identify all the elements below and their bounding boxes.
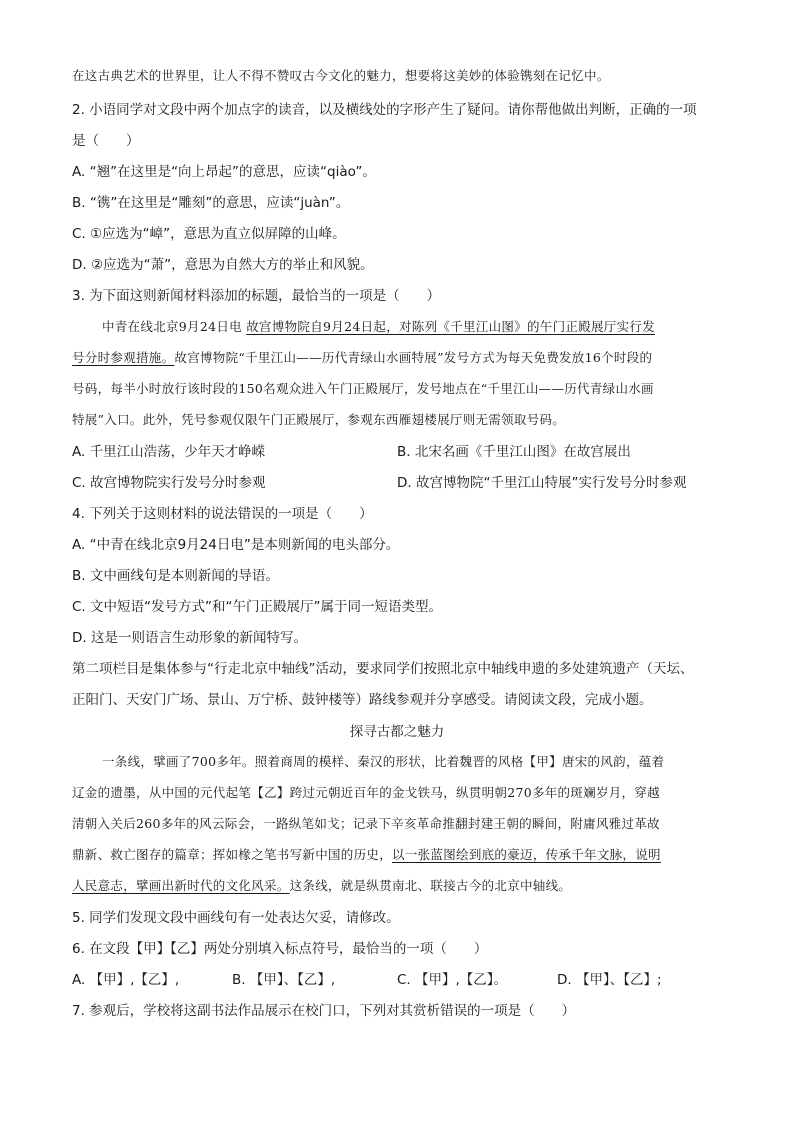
question-3-option-c: C. 故宫博物院实行发号分时参观 (72, 475, 266, 491)
news-line-1 (102, 317, 732, 337)
question-4-option-b: B. 文中画线句是本则新闻的导语。 (72, 568, 279, 584)
passage-line-5 (72, 876, 732, 896)
passage-line-4 (72, 845, 732, 865)
question-7-stem: 7. 参观后，学校将这副书法作品展示在校门口，下列对其赏析错误的一项是（ ） (72, 1003, 576, 1019)
passage-line-1: 一条线，擘画了700多年。照着商周的模样、秦汉的形状，比着魏晋的风格【甲】唐宋的风韵，蕴着 (102, 754, 665, 769)
section-2-intro: 第二项栏目是集体参与“行走北京中轴线”活动，要求同学们按照北京中轴线申遗的多处建筑遗产（天坛、 (72, 661, 694, 677)
question-6-option-b: B. 【甲】、【乙】, (232, 972, 336, 988)
question-3-option-b: B. 北宋名画《千里江山图》在故宫展出 (397, 444, 631, 460)
question-3-stem: 3. 为下面这则新闻材料添加的标题，最恰当的一项是（ ） (72, 288, 441, 304)
question-4-option-a: A. “中青在线北京9月24日电”是本则新闻的电头部分。 (72, 537, 400, 553)
question-6-stem: 6. 在文段【甲】【乙】两处分别填入标点符号，最恰当的一项（ ） (72, 941, 488, 957)
news-line-3: 号码，每半小时放行该时段的150名观众进入午门正殿展厅，发号地点在“千里江山——历代青绿山水画 (72, 381, 654, 396)
passage-line-2: 辽金的遗墨，从中国的元代起笔【乙】跨过元朝近百年的金戈铁马，纵贯明朝270多年的斑斓岁月，穿越 (72, 785, 660, 800)
question-5-stem: 5. 同学们发现文段中画线句有一处表达欠妥，请修改。 (72, 910, 400, 926)
news-underlined-lead: 故宫博物院自9月24日起，对陈列《千里江山图》的午门正殿展厅实行发 (246, 319, 655, 334)
news-underlined-lead-end: 号分时参观措施。 (72, 350, 175, 365)
question-2-stem: 2. 小语同学对文段中两个加点字的读音，以及横线处的字形产生了疑问。请你帮他做出判断，正确的一项 (72, 102, 697, 118)
question-6-option-c: C. 【甲】,【乙】。 (397, 972, 508, 988)
passage-text-end: 这条线，就是纵贯南北、联接古今的北京中轴线。 (289, 878, 572, 893)
passage-text: 鼎新、救亡图存的篇章；挥如椽之笔书写新中国的历史， (72, 847, 393, 862)
question-6-option-d: D. 【甲】、【乙】; (557, 972, 662, 988)
question-3-option-d: D. 故宫博物院“千里江山特展”实行发号分时参观 (397, 475, 687, 491)
news-body: 故宫博物院“千里江山——历代青绿山水画特展”发号方式为每天免费发放16个时段的 (174, 350, 653, 365)
question-2-option-d: D. ②应选为“萧”，意思为自然大方的举止和风貌。 (72, 257, 374, 273)
passage-line-3: 清朝入关后260多年的风云际会，一路纵笔如戈；记录下辛亥革命推翻封建王朝的瞬间，附庸风雅过革故 (72, 816, 660, 831)
news-line-4: 特展”入口。此外，凭号参观仅限午门正殿展厅，参观东西雁翅楼展厅则无需领取号码。 (72, 412, 566, 427)
question-4-option-d: D. 这是一则语言生动形象的新闻特写。 (72, 630, 307, 646)
question-3-option-a: A. 千里江山浩荡，少年天才峥嵘 (72, 444, 266, 460)
question-2-option-a: A. “翘”在这里是“向上昂起”的意思，应读“qiào”。 (72, 164, 376, 180)
question-2-option-b: B. “镌”在这里是“雕刻”的意思，应读“juàn”。 (72, 195, 350, 211)
news-line-2 (72, 348, 732, 368)
question-2-option-c: C. ①应选为“嶂”，意思为直立似屏障的山峰。 (72, 226, 346, 242)
passage-underlined-sentence: 以一张蓝图绘到底的豪迈，传承千年文脉，说明 (392, 847, 661, 862)
section-2-intro-cont: 正阳门、天安门广场、景山、万宁桥、鼓钟楼等）路线参观并分享感受。请阅读文段，完成小题。 (72, 692, 653, 708)
question-2-stem-cont: 是（ ） (72, 133, 140, 149)
news-dateline: 中青在线北京9月24日电 (102, 319, 247, 334)
passage-end-line: 在这古典艺术的世界里，让人不得不赞叹古今文化的魅力，想要将这美妙的体验镌刻在记忆中。 (72, 68, 610, 83)
question-4-stem: 4. 下列关于这则材料的说法错误的一项是（ ） (72, 506, 373, 522)
passage-title: 探寻古都之魅力 (349, 724, 445, 740)
question-6-option-a: A. 【甲】,【乙】, (72, 972, 180, 988)
passage-underlined-sentence-end: 人民意志，擘画出新时代的文化风采。 (72, 878, 290, 893)
question-4-option-c: C. 文中短语“发号方式”和“午门正殿展厅”属于同一短语类型。 (72, 599, 442, 615)
